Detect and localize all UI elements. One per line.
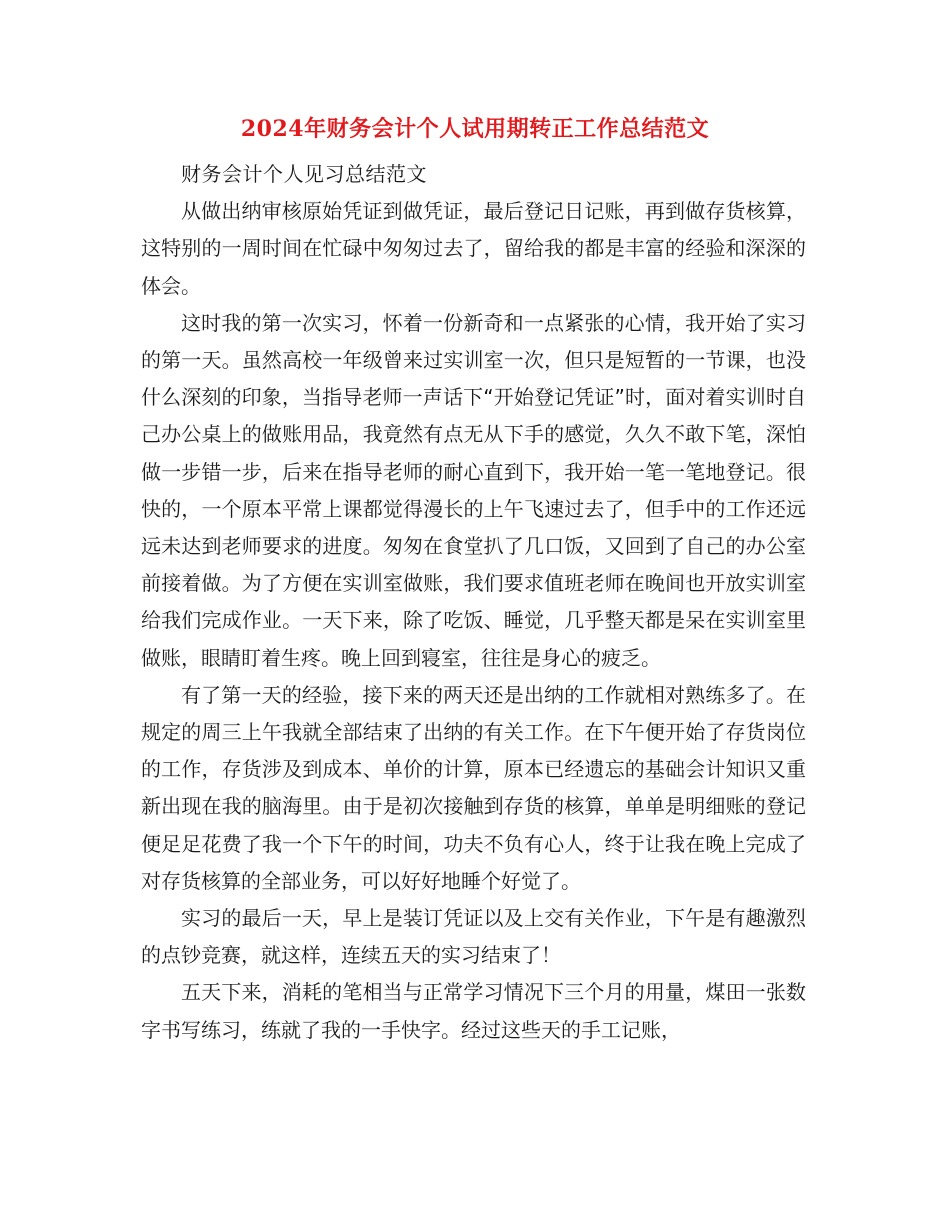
paragraph: 这时我的第一次实习，怀着一份新奇和一点紧张的心情，我开始了实习的第一天。虽然高校一年级曾来过实训室一次，但只是短暂的一节课，也没什么深刻的印象，当指导老师一声话下“开始登记凭证”时，面对着实训时自己办公桌上的做账用品，我竟然有点无从下手的感觉，久久不敢下笔，深怕做一步错一步，后来在指导老师的耐心直到下，我开始一笔一笔地登记。很快的，一个原本平常上课都觉得漫长的上午飞速过去了，但手中的工作还远远未达到老师要求的进度。匆匆在食堂扒了几口饭，又回到了自己的办公室前接着做。为了方便在实训室做账，我们要求值班老师在晚间也开放实训室给我们完成作业。一天下来，除了吃饭、睡觉，几乎整天都是呆在实训室里做账，眼睛盯着生疼。晚上回到寝室，往往是身心的疲乏。 (141, 310, 806, 670)
paragraph: 五天下来，消耗的笔相当与正常学习情况下三个月的用量，煤田一张数字书写练习，练就了我的一手快字。经过这些天的手工记账， (141, 980, 806, 1042)
document-body (141, 156, 806, 1049)
paragraph: 实习的最后一天，早上是装订凭证以及上交有关作业，下午是有趣激烈的点钞竞赛，就这样，连续五天的实习结束了！ (141, 906, 806, 968)
paragraph: 从做出纳审核原始凭证到做凭证，最后登记日记账，再到做存货核算，这特别的一周时间在忙碌中匆匆过去了，留给我的都是丰富的经验和深深的体会。 (141, 199, 806, 298)
document-subtitle: 财务会计个人见习总结范文 (181, 162, 427, 186)
document-title: 2024年财务会计个人试用期转正工作总结范文 (240, 116, 710, 142)
paragraph: 有了第一天的经验，接下来的两天还是出纳的工作就相对熟练多了。在规定的周三上午我就全部结束了出纳的有关工作。在下午便开始了存货岗位的工作，存货涉及到成本、单价的计算，原本已经遗忘的基础会计知识又重新出现在我的脑海里。由于是初次接触到存货的核算，单单是明细账的登记便足足花费了我一个下午的时间，功夫不负有心人，终于让我在晚上完成了对存货核算的全部业务，可以好好地睡个好觉了。 (141, 682, 806, 893)
